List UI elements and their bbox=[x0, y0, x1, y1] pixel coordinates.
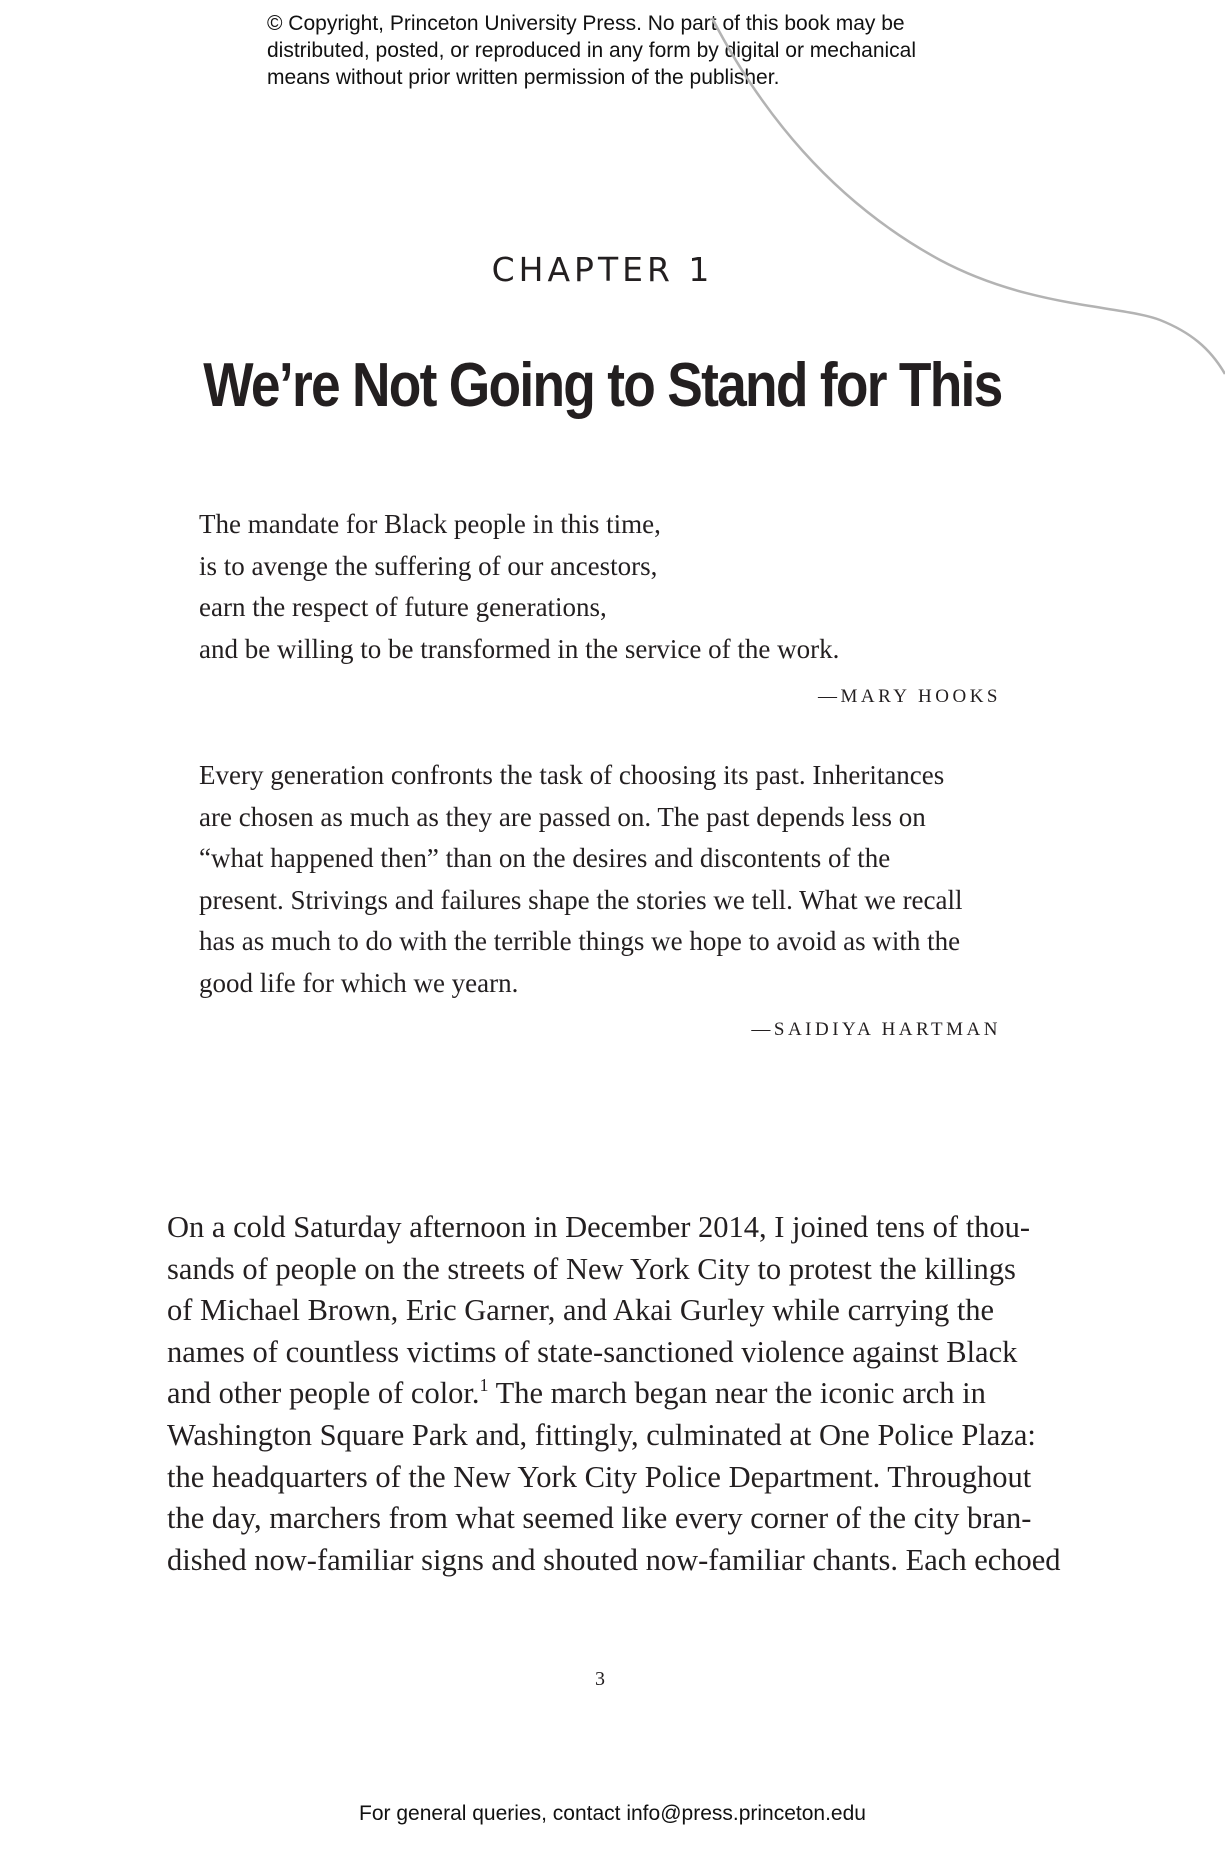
copyright-line: © Copyright, Princeton University Press. No part of this book may be bbox=[267, 12, 905, 35]
footer-contact: For general queries, contact info@press.princeton.edu bbox=[359, 1802, 866, 1825]
body-line: Washington Square Park and, fittingly, culminated at One Police Plaza: bbox=[167, 1417, 1036, 1452]
epigraph-line: Every generation confronts the task of choosing its past. Inheritances bbox=[199, 760, 945, 790]
footnote-reference[interactable]: 1 bbox=[479, 1375, 489, 1396]
page-number: 3 bbox=[595, 1668, 605, 1690]
body-line: names of countless victims of state-sanctioned violence against Black bbox=[167, 1334, 1018, 1369]
epigraph-line: are chosen as much as they are passed on. The past depends less on bbox=[199, 801, 926, 832]
body-line: the day, marchers from what seemed like every corner of the city bran- bbox=[167, 1501, 1032, 1536]
body-line: the headquarters of the New York City Police Department. Throughout bbox=[167, 1459, 1032, 1494]
chapter-label: CHAPTER 1 bbox=[491, 250, 714, 289]
body-line: On a cold Saturday afternoon in December 2014, I joined tens of thou- bbox=[167, 1210, 1031, 1244]
body-line-text: and other people of color. bbox=[167, 1376, 480, 1411]
body-line-text: The march began near the iconic arch in bbox=[488, 1376, 986, 1411]
epigraph-line: The mandate for Black people in this time, bbox=[199, 509, 661, 539]
epigraph-line: good life for which we yearn. bbox=[199, 967, 519, 998]
epigraph-mary-hooks bbox=[199, 504, 1004, 670]
copyright-notice bbox=[267, 10, 987, 91]
chapter-body-text bbox=[167, 1207, 1061, 1581]
body-line bbox=[167, 1373, 1034, 1415]
epigraph-saidiya-hartman bbox=[199, 755, 1004, 1004]
body-line: dished now-familiar signs and shouted now-familiar chants. Each echoed bbox=[167, 1542, 1061, 1577]
epigraph-line: and be willing to be transformed in the service of the work. bbox=[199, 633, 840, 664]
body-line: of Michael Brown, Eric Garner, and Akai Gurley while carrying the bbox=[167, 1293, 995, 1328]
epigraph-line: has as much to do with the terrible things we hope to avoid as with the bbox=[199, 926, 961, 956]
copyright-line: distributed, posted, or reproduced in any form by digital or mechanical bbox=[267, 39, 917, 62]
epigraph-attribution: —MARY HOOKS bbox=[818, 686, 1001, 707]
body-line: sands of people on the streets of New York City to protest the killings bbox=[167, 1251, 1016, 1286]
epigraph-line: present. Strivings and failures shape the stories we tell. What we recall bbox=[199, 884, 963, 915]
epigraph-line: earn the respect of future generations, bbox=[199, 592, 607, 622]
epigraph-line: “what happened then” than on the desires and discontents of the bbox=[199, 843, 891, 873]
epigraph-attribution: —SAIDIYA HARTMAN bbox=[751, 1019, 1001, 1040]
chapter-title: We’re Not Going to Stand for This bbox=[203, 351, 1002, 420]
copyright-line: means without prior written permission of the publisher. bbox=[267, 66, 780, 89]
epigraph-line: is to avenge the suffering of our ancestors, bbox=[199, 550, 658, 581]
